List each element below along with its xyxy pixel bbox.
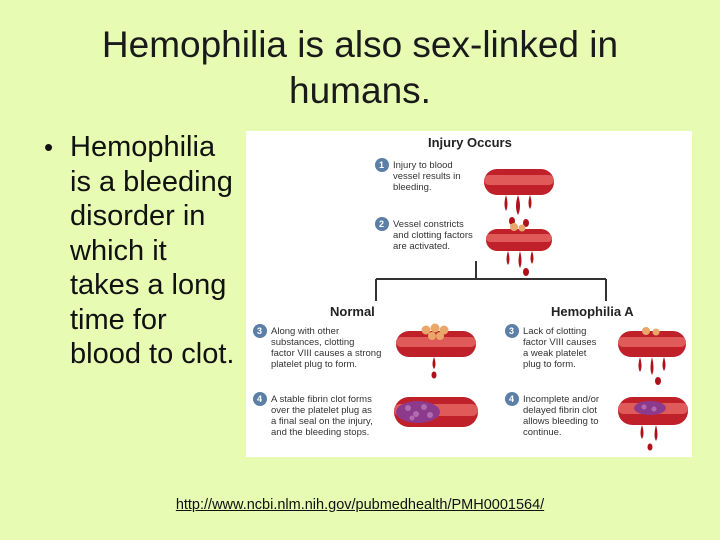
injury-heading: Injury Occurs — [428, 135, 512, 150]
normal-step-4-line-3: a final seal on the injury, — [271, 416, 373, 427]
step-1-line-1: Injury to blood — [393, 160, 453, 171]
normal-heading: Normal — [330, 304, 375, 319]
normal-step-4-line-1: A stable fibrin clot forms — [271, 394, 372, 405]
normal-step-4 — [253, 392, 373, 438]
vessel-illustration-1 — [484, 169, 554, 227]
normal-step-4-line-2: over the platelet plug as — [271, 405, 372, 416]
step-2-line-2: and clotting factors — [393, 230, 473, 241]
hemophilia-step-3-line-1: Lack of clotting — [523, 326, 587, 337]
normal-step-3-line-3: factor VIII causes a strong — [271, 348, 382, 359]
slide-title: Hemophilia is also sex-linked in humans. — [101, 24, 619, 111]
step-1-line-2: vessel results in — [393, 171, 461, 182]
step-2 — [375, 217, 473, 252]
vessel-illustration-2 — [486, 223, 552, 276]
step-1-line-3: bleeding. — [393, 182, 432, 193]
hemophilia-heading: Hemophilia A — [551, 304, 634, 319]
normal-step-3-line-2: substances, clotting — [271, 337, 355, 348]
hemophilia-step-3-line-2: factor VIII causes — [523, 337, 597, 348]
step-number: 2 — [379, 219, 385, 229]
vessel-illustration-normal-3 — [396, 324, 476, 379]
vessel-illustration-hemophilia-4 — [618, 397, 688, 451]
step-number: 4 — [257, 394, 263, 404]
normal-step-3-line-1: Along with other — [271, 326, 340, 337]
step-number: 3 — [257, 326, 263, 336]
step-number: 1 — [379, 160, 385, 170]
hemophilia-step-4-line-2: delayed fibrin clot — [523, 405, 597, 416]
hemophilia-step-4-line-3: allows bleeding to — [523, 416, 599, 427]
bullet-text: Hemophilia is a bleeding disorder in which it takes a long time for blood to clot. — [70, 131, 235, 370]
bullet-dot: • — [44, 132, 54, 162]
step-2-line-3: are activated. — [393, 241, 451, 252]
step-2-line-1: Vessel constricts — [393, 219, 464, 230]
bullet-item — [44, 130, 240, 372]
hemophilia-step-4-line-1: Incomplete and/or — [523, 394, 600, 405]
hemophilia-step-4-line-4: continue. — [523, 427, 562, 438]
hemophilia-diagram — [246, 131, 692, 457]
hemophilia-step-4 — [505, 392, 599, 438]
source-link[interactable]: http://www.ncbi.nlm.nih.gov/pubmedhealth/PMH0001564/ — [175, 497, 545, 513]
diagram-svg — [246, 131, 692, 457]
normal-step-3 — [253, 324, 381, 370]
step-number: 3 — [509, 326, 515, 336]
vessel-illustration-hemophilia-3 — [618, 327, 686, 385]
normal-step-3-line-4: platelet plug to form. — [271, 359, 358, 370]
hemophilia-step-3 — [505, 324, 597, 370]
vessel-illustration-normal-4 — [394, 397, 478, 427]
hemophilia-step-3-line-4: plug to form. — [523, 359, 576, 370]
step-number: 4 — [509, 394, 515, 404]
hemophilia-step-3-line-3: a weak platelet — [523, 348, 587, 359]
step-1 — [375, 158, 461, 193]
normal-step-4-line-4: and the bleeding stops. — [271, 427, 370, 438]
